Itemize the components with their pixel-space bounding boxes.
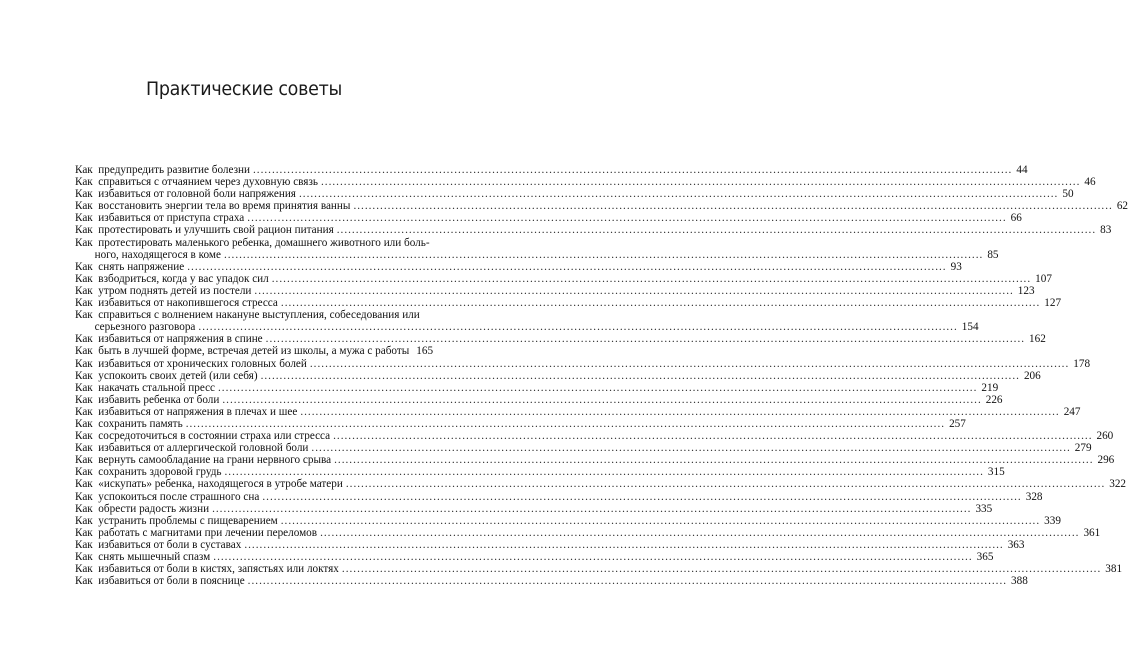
toc-entry-line	[75, 538, 1025, 551]
toc-entry-line	[75, 212, 1022, 225]
toc-entry-line	[75, 176, 1096, 189]
toc-entry-line	[75, 272, 1052, 285]
toc-entry-text: Как протестировать маленького ребенка, домашнего животного или боль-	[75, 236, 430, 249]
toc-entry	[75, 417, 966, 430]
toc-entry-line	[75, 466, 1005, 479]
dot-leader: ........................................................................................................................................................................................................	[336, 224, 1097, 237]
toc-entry	[75, 454, 1115, 467]
toc-entry-text: Как восстановить энергии тела во время принятия ванны	[75, 200, 351, 213]
dot-leader: ........................................................................................................................................................................................................	[300, 405, 1060, 418]
dot-leader: ........................................................................................................................................................................................................	[247, 212, 1007, 225]
dot-leader: ........................................................................................................................................................................................................	[341, 563, 1102, 576]
toc-entry-line	[75, 442, 1092, 455]
page-number: 107	[1035, 272, 1052, 285]
dot-leader: ........................................................................................................................................................................................................	[280, 297, 1041, 310]
toc-entry-text: Как взбодриться, когда у вас упадок сил	[75, 272, 269, 285]
page-number: 219	[981, 381, 999, 394]
dot-leader: ........................................................................................................................................................................................................	[260, 369, 1020, 382]
dot-leader: ........................................................................................................................................................................................................	[311, 442, 1071, 455]
toc-entry-text: Как избавиться от боли в пояснице	[75, 575, 245, 588]
toc-entry-line	[75, 393, 1003, 406]
toc-entry-line	[75, 563, 1123, 576]
dot-leader: ........................................................................................................................................................................................................	[222, 393, 982, 406]
page-number: 322	[1109, 478, 1127, 491]
toc-entry-line	[75, 284, 1035, 297]
toc-entry-line	[75, 333, 1046, 346]
page-number: 247	[1063, 405, 1081, 418]
page-title: Практические советы	[145, 78, 343, 100]
toc-entry	[75, 345, 434, 358]
page-number: 363	[1007, 538, 1025, 551]
toc-entry-text: Как справиться с волнением накануне выступления, собеседования или	[75, 309, 420, 322]
toc-entry	[75, 164, 1028, 176]
toc-entry	[75, 357, 1091, 370]
toc-entry	[75, 224, 1112, 237]
page-number: 257	[949, 417, 966, 430]
toc-entry	[75, 176, 1096, 189]
toc-entry-line	[75, 551, 994, 563]
toc-entry-text: Как сохранить память	[75, 417, 183, 430]
toc-entry	[75, 514, 1061, 527]
page-number: 127	[1044, 297, 1062, 310]
toc-entry	[75, 430, 1114, 443]
toc-entry-text: Как избавиться от накопившегося стресса	[75, 297, 278, 310]
toc-entry-text: Как устранить проблемы с пищеварением	[75, 514, 278, 527]
toc-entry-line	[75, 575, 1028, 588]
toc-entry-text: Как успокоиться после страшного сна	[75, 490, 260, 503]
table-of-contents	[75, 164, 1128, 588]
dot-leader: ........................................................................................................................................................................................................	[320, 526, 1080, 539]
toc-entry-text: Как избавить ребенка от боли	[75, 393, 220, 406]
toc-entry	[75, 405, 1081, 418]
page-number: 62	[1116, 200, 1128, 213]
toc-entry-line	[75, 502, 993, 515]
toc-entry-line	[75, 405, 1081, 418]
dot-leader: ........................................................................................................................................................................................................	[334, 454, 1094, 467]
toc-entry-text: серьезного разговора	[75, 321, 196, 334]
toc-entry	[75, 442, 1092, 455]
toc-entry	[75, 188, 1074, 201]
toc-entry	[75, 297, 1062, 310]
dot-leader: ........................................................................................................................................................................................................	[320, 176, 1081, 189]
page-number: 46	[1084, 176, 1096, 189]
toc-entry-text: Как утром поднять детей из постели	[75, 284, 252, 297]
page-number: 226	[985, 393, 1003, 406]
toc-entry-line	[75, 248, 999, 261]
toc-entry-line	[75, 321, 979, 334]
toc-entry-text: Как протестировать и улучшить свой рацион питания	[75, 224, 334, 237]
dot-leader: ........................................................................................................................................................................................................	[345, 478, 1106, 491]
dot-leader: ........................................................................................................................................................................................................	[212, 502, 972, 515]
toc-entry-line	[75, 478, 1127, 491]
dot-leader: ........................................................................................................................................................................................................	[223, 248, 984, 261]
page-number: 335	[975, 502, 993, 515]
toc-entry-line	[75, 164, 1028, 176]
page-number: 361	[1083, 526, 1101, 539]
toc-entry	[75, 526, 1101, 539]
dot-leader: ........................................................................................................................................................................................................	[252, 164, 1013, 176]
dot-leader: ........................................................................................................................................................................................................	[187, 260, 947, 273]
dot-leader: ........................................................................................................................................................................................................	[213, 551, 973, 563]
page-number: 328	[1025, 490, 1043, 503]
toc-entry	[75, 575, 1028, 588]
dot-leader: ........................................................................................................................................................................................................	[198, 321, 958, 334]
page-number: 260	[1096, 430, 1114, 443]
toc-entry-text: ного, находящегося в коме	[75, 248, 221, 261]
dot-leader: ........................................................................................................................................................................................................	[333, 430, 1093, 443]
toc-entry	[75, 333, 1046, 346]
toc-entry-text: Как справиться с отчаянием через духовную связь	[75, 176, 318, 189]
toc-entry-text: Как вернуть самообладание на грани нервного срыва	[75, 454, 332, 467]
toc-entry-line	[75, 430, 1114, 443]
toc-entry-text: Как быть в лучшей форме, встречая детей из школы, а мужа с работы	[75, 345, 410, 358]
page-number: 279	[1074, 442, 1092, 455]
toc-entry-line	[75, 297, 1062, 310]
toc-entry-line	[75, 309, 420, 322]
dot-leader: ........................................................................................................................................................................................................	[254, 284, 1014, 297]
toc-entry	[75, 502, 993, 515]
dot-leader: ........................................................................................................................................................................................................	[280, 514, 1041, 527]
toc-entry-line	[75, 514, 1061, 527]
toc-entry	[75, 551, 994, 563]
dot-leader: ........................................................................................................................................................................................................	[353, 200, 1113, 213]
toc-entry-line	[75, 345, 434, 358]
toc-entry	[75, 490, 1043, 503]
toc-entry-text: Как успокоить своих детей (или себя)	[75, 369, 258, 382]
toc-entry	[75, 212, 1022, 225]
toc-entry-text: Как избавиться от приступа страха	[75, 212, 245, 225]
toc-entry-text: Как избавиться от напряжения в спине	[75, 333, 263, 346]
page-number: 66	[1010, 212, 1022, 225]
toc-entry	[75, 260, 962, 273]
page-number: 85	[987, 248, 999, 261]
toc-entry-line	[75, 224, 1112, 237]
dot-leader: ........................................................................................................................................................................................................	[271, 272, 1032, 285]
toc-entry	[75, 236, 999, 261]
toc-entry	[75, 272, 1052, 285]
toc-entry-line	[75, 260, 962, 273]
page-number: 206	[1023, 369, 1041, 382]
page-number: 93	[950, 260, 962, 273]
page-number: 123	[1017, 284, 1035, 297]
toc-entry-line	[75, 369, 1041, 382]
page-number: 315	[987, 466, 1005, 479]
toc-entry-text: Как обрести радость жизни	[75, 502, 210, 515]
toc-entry-text: Как избавиться от боли в кистях, запястьях или локтях	[75, 563, 339, 576]
toc-entry	[75, 466, 1005, 479]
page-number: 44	[1016, 164, 1028, 176]
toc-entry	[75, 309, 979, 334]
toc-entry	[75, 563, 1123, 576]
page-number: 339	[1044, 514, 1061, 527]
page-number: 162	[1029, 333, 1046, 346]
toc-entry-line	[75, 381, 999, 394]
toc-entry	[75, 284, 1035, 297]
toc-entry-text: Как избавиться от аллергической головной боли	[75, 442, 309, 455]
toc-entry-line	[75, 188, 1074, 201]
page-number: 165	[416, 345, 434, 358]
toc-entry	[75, 393, 1003, 406]
toc-entry	[75, 538, 1025, 551]
dot-leader: ........................................................................................................................................................................................................	[309, 357, 1070, 370]
toc-entry	[75, 381, 999, 394]
toc-entry-text: Как «искупать» ребенка, находящегося в утробе матери	[75, 478, 343, 491]
toc-entry-text: Как накачать стальной пресс	[75, 381, 215, 394]
toc-entry-line	[75, 417, 966, 430]
dot-leader: ........................................................................................................................................................................................................	[185, 417, 946, 430]
toc-entry-text: Как избавиться от боли в суставах	[75, 538, 242, 551]
dot-leader: ........................................................................................................................................................................................................	[298, 188, 1059, 201]
toc-entry-line	[75, 526, 1101, 539]
toc-entry-text: Как избавиться от головной боли напряжения	[75, 188, 296, 201]
page-number: 381	[1105, 563, 1123, 576]
dot-leader: ........................................................................................................................................................................................................	[247, 575, 1008, 588]
toc-entry-text: Как избавиться от напряжения в плечах и шее	[75, 405, 298, 418]
page-number: 50	[1062, 188, 1074, 201]
toc-entry-text: Как избавиться от хронических головных болей	[75, 357, 307, 370]
toc-entry	[75, 369, 1041, 382]
toc-entry-text: Как снять мышечный спазм	[75, 551, 211, 563]
toc-entry	[75, 478, 1127, 491]
toc-entry-line	[75, 357, 1091, 370]
toc-entry-text: Как работать с магнитами при лечении переломов	[75, 526, 318, 539]
page-number: 178	[1073, 357, 1091, 370]
page-number: 365	[976, 551, 994, 563]
toc-entry-line	[75, 490, 1043, 503]
dot-leader: ........................................................................................................................................................................................................	[244, 538, 1004, 551]
dot-leader: ........................................................................................................................................................................................................	[262, 490, 1022, 503]
toc-entry-text: Как предупредить развитие болезни	[75, 164, 250, 176]
toc-entry-text: Как сохранить здоровой грудь	[75, 466, 222, 479]
toc-entry-line	[75, 200, 1128, 213]
dot-leader: ........................................................................................................................................................................................................	[224, 466, 984, 479]
page-number: 83	[1100, 224, 1112, 237]
toc-entry-line	[75, 236, 430, 249]
toc-entry-text: Как сосредоточиться в состоянии страха или стресса	[75, 430, 331, 443]
toc-entry-line	[75, 454, 1115, 467]
dot-leader: ........................................................................................................................................................................................................	[218, 381, 978, 394]
dot-leader: ........................................................................................................................................................................................................	[265, 333, 1026, 346]
page-number: 154	[961, 321, 979, 334]
toc-entry	[75, 200, 1128, 213]
page-number: 388	[1011, 575, 1028, 588]
page-number: 296	[1097, 454, 1115, 467]
toc-entry-text: Как снять напряжение	[75, 260, 185, 273]
